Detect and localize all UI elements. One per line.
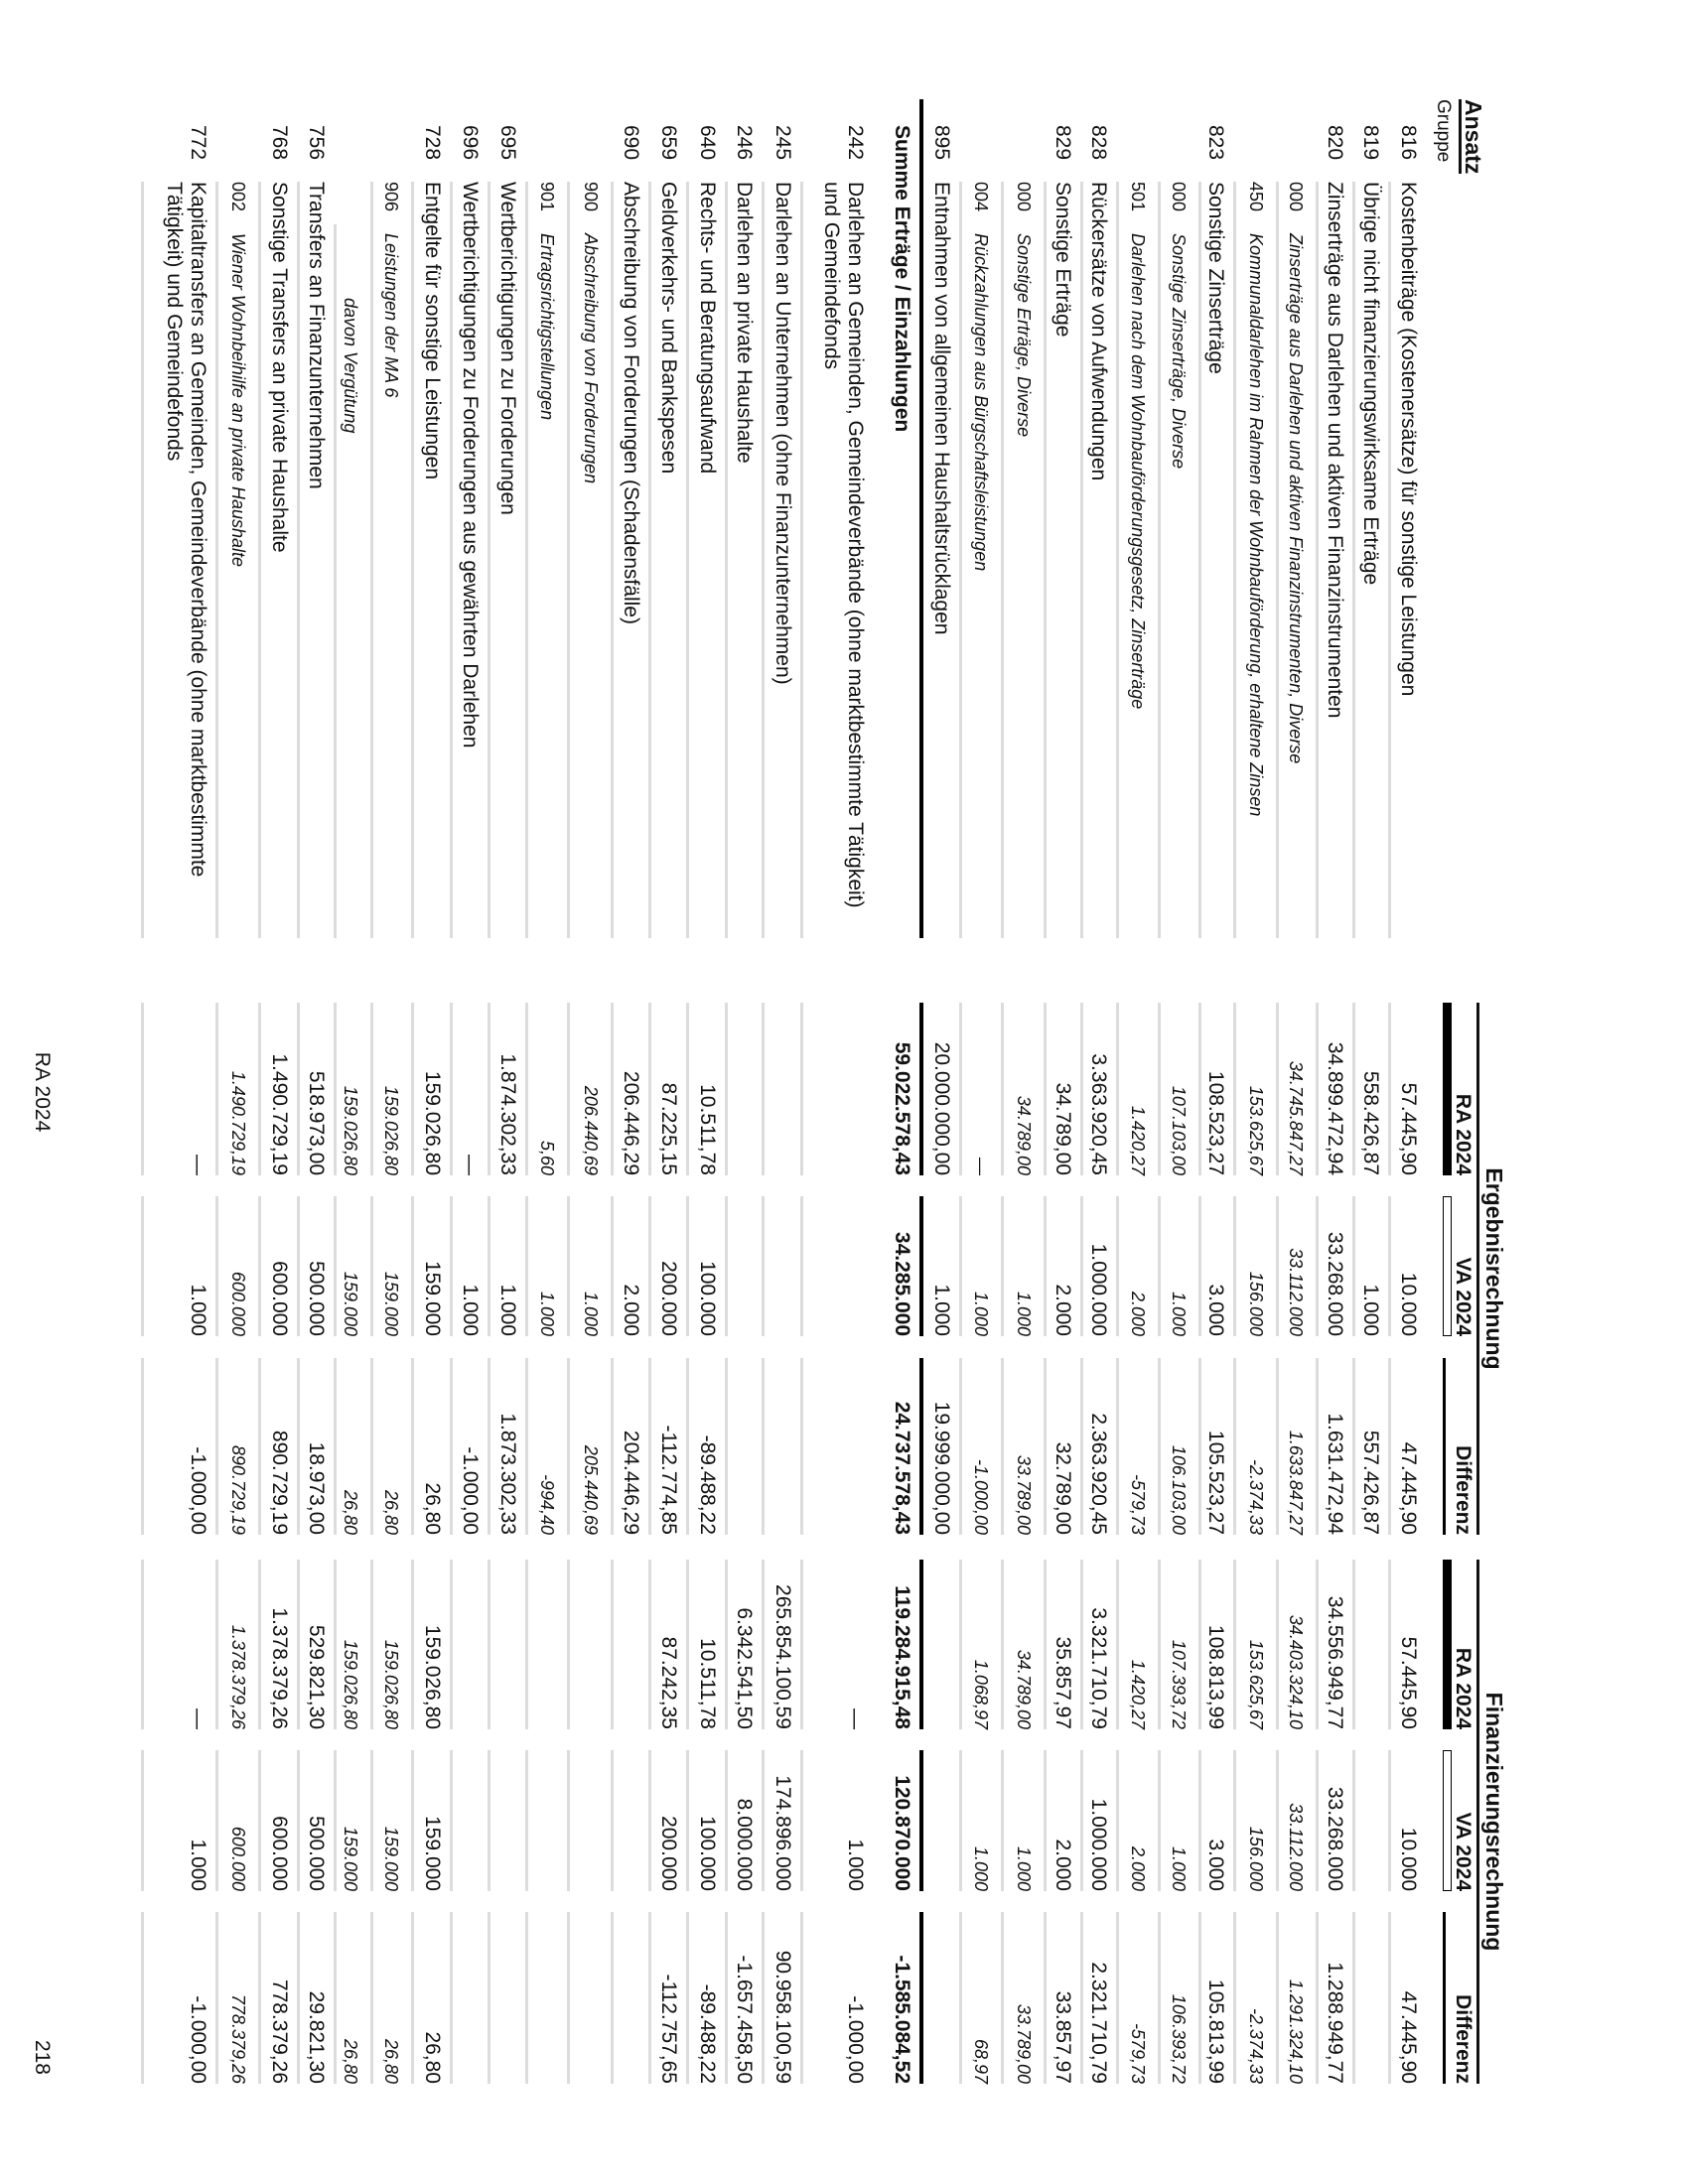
ergebnisrechnung-title: Ergebnisrechnung: [1481, 1167, 1507, 1370]
finanz-diff-value: -1.000,00: [844, 1995, 867, 2084]
finanz-diff-value: 106.393,72: [1169, 1993, 1189, 2084]
finanzierungsrechnung-title: Finanzierungsrechnung: [1481, 1692, 1507, 1952]
ergebnis-va-value: 1.000: [1169, 1291, 1189, 1336]
ansatz-heading: Ansatz: [1461, 99, 1486, 175]
ergebnis-ra-value: 159.026,80: [421, 1070, 444, 1175]
finanz-ra-value: 1.378.379,26: [268, 1607, 291, 1729]
finanz-va-value: 500.000: [305, 1816, 328, 1891]
table-row: [802, 0, 875, 2184]
row-label: Entnahmen von allgemeinen Haushaltsrücklagen: [930, 182, 953, 635]
finanz-va-value: 100.000: [696, 1816, 719, 1891]
finanz-diff-value: 105.813,99: [1204, 1979, 1227, 2084]
table-row: [650, 0, 688, 2184]
row-code: 002: [228, 182, 248, 212]
finanz-ra-value: 35.857,97: [1052, 1636, 1074, 1729]
finanz-ra-value: 1.068,97: [971, 1659, 991, 1729]
table-row: [452, 0, 490, 2184]
ergebnis-va-value: 600.000: [268, 1261, 291, 1336]
row-label: Rückzahlungen aus Bürgschaftsleistungen: [971, 233, 991, 572]
table-row: [569, 0, 613, 2184]
row-code: 895: [930, 125, 953, 161]
sum-rule: [919, 1196, 923, 1336]
finanz-va-value: 156.000: [1246, 1826, 1266, 1891]
table-row: [527, 0, 569, 2184]
ergebnis-va-value: 500.000: [305, 1261, 328, 1336]
row-separator: [141, 1196, 144, 1336]
table-row: [1278, 0, 1318, 2184]
ergebnis-diff-value: 105.523,27: [1204, 1430, 1227, 1535]
finanz-diff-value: -579,73: [1128, 2022, 1148, 2084]
ergebnisrechnung-rule: [1476, 1003, 1479, 1535]
row-label: Zinserträge aus Darlehen und aktiven Finanzinstrumenten: [1324, 182, 1346, 719]
row-label: Ertragsrichtigstellungen: [537, 233, 557, 421]
table-row: [1354, 0, 1390, 2184]
row-code: 000: [1286, 182, 1306, 212]
sum-rule: [919, 1560, 923, 1729]
ergebnis-ra-value: 1.874.302,33: [496, 1053, 519, 1175]
ergebnis-diff-value: 26,80: [421, 1482, 444, 1535]
ergebnis-diff-value: -1.000,00: [459, 1446, 482, 1535]
table-row: [299, 0, 336, 2184]
ergebnis-va-value: 1.000: [537, 1291, 557, 1336]
table-row: [217, 0, 260, 2184]
finanz-ra-value: —: [844, 1708, 867, 1729]
finanz-va-value: 174.896.000: [772, 1775, 794, 1891]
finanz-ra-value: 159.026,80: [381, 1639, 401, 1729]
row-code: 820: [1324, 125, 1346, 161]
ergebnis-diff-value: -112.774,85: [657, 1425, 680, 1535]
finanz-va-value: 1.000: [971, 1845, 991, 1891]
ergebnis-ra-value: 1.490.729,19: [268, 1053, 291, 1175]
ergebnis-ra-value: 153.625,67: [1246, 1085, 1266, 1175]
row-code: 640: [696, 125, 719, 161]
row-code: 450: [1246, 182, 1266, 212]
row-code: 772: [187, 125, 210, 161]
row-label: Kapitaltransfers an Gemeinden, Gemeindeverbände (ohne marktbestimmte Tätigkeit) und Gemeindefonds: [163, 182, 210, 878]
finanz-ra-value: 108.813,99: [1204, 1624, 1227, 1729]
finanz-diff-value: 33.857,97: [1052, 1990, 1074, 2084]
summary-row: [875, 0, 921, 2184]
finanz-va-value: 120.870.000: [891, 1775, 913, 1891]
finanz-diff-value: -1.657.458,50: [733, 1955, 756, 2084]
ergebnis-diff-value: 24.737.578,43: [891, 1401, 913, 1535]
finanz-ra-value: 529.821,30: [305, 1624, 328, 1729]
finanz-ra-value: —: [187, 1708, 210, 1729]
row-separator: [141, 1750, 144, 1891]
table-row: [372, 0, 413, 2184]
ergebnis-ra-value: 1.490.729,19: [228, 1070, 248, 1175]
table-row: [1390, 0, 1428, 2184]
row-label: Kommunaldarlehen im Rahmen der Wohnbauförderung, erhaltene Zinsen: [1246, 233, 1266, 817]
ergebnis-va-value: 600.000: [228, 1271, 248, 1336]
row-label: Sonstige Zinserträge: [1204, 182, 1227, 374]
ergebnis-ra-value: 59.022.578,43: [891, 1041, 913, 1175]
finanz-diff-value: -1.585.084,52: [891, 1955, 913, 2084]
row-label: Wertberichtigungen zu Forderungen: [496, 182, 519, 515]
finanz-va-value: 1.000: [1014, 1845, 1034, 1891]
ergebnis-diff-value: 19.999.000,00: [930, 1401, 953, 1535]
ergebnis-va-value: 1.000: [971, 1291, 991, 1336]
table-row: [1160, 0, 1200, 2184]
row-label: Rechts- und Beratungsaufwand: [696, 182, 719, 475]
row-code: 756: [305, 125, 328, 161]
ergebnis-ra-value: 5,60: [537, 1140, 557, 1175]
row-label: Transfers an Finanzunternehmen: [305, 182, 328, 489]
diff-legend-line: [1443, 1912, 1446, 2084]
ergebnis-va-value: 3.000: [1204, 1284, 1227, 1336]
row-code: 906: [381, 182, 401, 212]
ergebnis-ra-value: 20.000.000,00: [930, 1041, 953, 1175]
finanz-ra-value: 34.403.324,10: [1286, 1614, 1306, 1729]
finanz-va-value: 159.000: [341, 1826, 360, 1891]
row-label: Abschreibung von Forderungen: [581, 233, 601, 484]
row-label: Entgelte für sonstige Leistungen: [421, 182, 444, 480]
finanz-diff-value: 90.958.100,59: [772, 1950, 794, 2084]
table-row: [727, 0, 764, 2184]
finanz-diff-value: 29.821,30: [305, 1990, 328, 2084]
finanz-ra-value: 119.284.915,48: [891, 1585, 913, 1729]
finanz-va-value: 1.000: [844, 1839, 867, 1891]
ergebnis-diff-value: 890.729,19: [268, 1430, 291, 1535]
ergebnis-ra-value: 34.899.472,94: [1324, 1041, 1346, 1175]
ergebnis-ra-value: 34.789,00: [1052, 1082, 1074, 1175]
finanz-va-value: 8.000.000: [733, 1798, 756, 1891]
table-row: [921, 0, 961, 2184]
finanz-va-value: 600.000: [268, 1816, 291, 1891]
row-code: 501: [1128, 182, 1148, 212]
finanz-ra-value: 57.445,90: [1397, 1636, 1420, 1729]
ergebnis-va-value: 200.000: [657, 1261, 680, 1336]
ergebnis-diff-value: 32.789,00: [1052, 1441, 1074, 1535]
row-label: Kostenbeiträge (Kostenersätze) für sonstige Leistungen: [1397, 182, 1420, 697]
ergebnis-va-value: 100.000: [696, 1261, 719, 1336]
finanz-diff-value: 26,80: [381, 2038, 401, 2084]
ergebnis-va-value: 34.285.000: [891, 1231, 913, 1336]
ergebnis-diff-value: -1.000,00: [971, 1458, 991, 1535]
finanz-va-value: 159.000: [381, 1826, 401, 1891]
ergebnis-va-value: 1.000: [581, 1291, 601, 1336]
ergebnis-ra-value: 87.225,15: [657, 1082, 680, 1175]
ergebnis-ra-value: 34.789,00: [1014, 1095, 1034, 1175]
sum-rule: [919, 1358, 923, 1535]
row-label: Wiener Wohnbeihilfe an private Haushalte: [228, 233, 248, 568]
ergebnis-va-value: 1.000: [496, 1284, 519, 1336]
finanz-va-value: 33.268.000: [1324, 1786, 1346, 1891]
finanz-ra-value: 159.026,80: [421, 1624, 444, 1729]
finanz-ra-value: 3.321.710,79: [1087, 1607, 1110, 1729]
row-label: Darlehen an Unternehmen (ohne Finanzunternehmen): [772, 182, 794, 685]
ergebnis-va-value: 1.000: [459, 1284, 482, 1336]
row-separator: [141, 1358, 144, 1535]
row-label: Sonstige Transfers an private Haushalte: [268, 182, 291, 553]
table-row: [961, 0, 1003, 2184]
finanz-va-value: 1.000: [187, 1839, 210, 1891]
ergebnis-va-value: 159.000: [341, 1271, 360, 1336]
ergebnis-va-value: 2.000: [620, 1284, 642, 1336]
sum-rule: [919, 99, 923, 938]
row-code: 816: [1397, 125, 1420, 161]
row-code: 000: [1169, 182, 1189, 212]
ergebnis-va-value: 159.000: [381, 1271, 401, 1336]
table-row: [688, 0, 727, 2184]
row-separator: [141, 182, 144, 938]
finanz-diff-header: Differenz: [1452, 1994, 1474, 2084]
finanz-ra-value: 159.026,80: [341, 1639, 360, 1729]
ergebnis-ra-value: 107.103,00: [1169, 1085, 1189, 1175]
ergebnis-diff-value: 1.631.472,94: [1324, 1413, 1346, 1535]
finanz-ra-header: RA 2024: [1452, 1647, 1474, 1729]
finanz-va-value: 200.000: [657, 1816, 680, 1891]
va-legend-bar: [1443, 1196, 1452, 1336]
row-label: Summe Erträge / Einzahlungen: [891, 125, 913, 433]
finanz-ra-value: 1.420,27: [1128, 1659, 1148, 1729]
finanz-diff-value: -1.000,00: [187, 1995, 210, 2084]
ergebnis-va-header: VA 2024: [1452, 1257, 1474, 1336]
sum-rule: [919, 1912, 923, 2084]
table-row: [260, 0, 299, 2184]
row-code: 823: [1204, 125, 1227, 161]
finanz-ra-value: 107.393,72: [1169, 1639, 1189, 1729]
row-code: 829: [1052, 125, 1074, 161]
ergebnis-ra-value: 159.026,80: [341, 1085, 360, 1175]
ergebnis-diff-value: -89.488,22: [696, 1434, 719, 1535]
ergebnis-va-value: 33.112.000: [1286, 1248, 1306, 1336]
row-code: 728: [421, 125, 444, 161]
row-separator: [141, 1003, 144, 1175]
finanz-ra-value: 6.342.541,50: [733, 1607, 756, 1729]
ergebnis-ra-value: 34.745.847,27: [1286, 1060, 1306, 1175]
row-label: Darlehen an Gemeinden, Gemeindeverbände (ohne marktbestimmte Tätigkeit) und Gemeindefonds: [820, 182, 867, 908]
row-code: 696: [459, 125, 482, 161]
ergebnis-va-value: 1.000: [930, 1284, 953, 1336]
row-label: Darlehen an private Haushalte: [733, 182, 756, 464]
ergebnis-ra-value: 57.445,90: [1397, 1082, 1420, 1175]
footer-page-number: 218: [31, 2039, 54, 2075]
finanz-ra-value: 153.625,67: [1246, 1639, 1266, 1729]
finanz-va-value: 600.000: [228, 1826, 248, 1891]
ergebnis-ra-value: —: [187, 1155, 210, 1175]
finanz-diff-value: -112.757,65: [657, 1974, 680, 2084]
ergebnis-va-value: 2.000: [1128, 1291, 1148, 1336]
ergebnis-diff-value: -994,40: [537, 1473, 557, 1535]
table-row: [143, 0, 217, 2184]
row-label: Leistungen der MA 6: [381, 233, 401, 398]
ergebnis-diff-value: 204.446,29: [620, 1430, 642, 1535]
finanz-diff-value: 26,80: [341, 2038, 360, 2084]
row-code: 768: [268, 125, 291, 161]
row-code: 828: [1087, 125, 1110, 161]
finanz-va-value: 3.000: [1204, 1839, 1227, 1891]
row-code: 246: [733, 125, 756, 161]
diff-legend-line: [1443, 1358, 1446, 1535]
ergebnis-ra-value: 206.440,69: [581, 1085, 601, 1175]
row-label: Geldverkehrs- und Bankspesen: [657, 182, 680, 475]
ergebnis-va-value: 1.000: [1014, 1291, 1034, 1336]
sum-rule: [919, 1003, 923, 1175]
row-separator: [141, 1560, 144, 1729]
ergebnis-diff-value: 1.633.847,27: [1286, 1430, 1306, 1535]
ergebnis-diff-value: -1.000,00: [187, 1446, 210, 1535]
table-row: [1003, 0, 1046, 2184]
finanz-diff-value: 26,80: [421, 2031, 444, 2084]
table-row: [1318, 0, 1354, 2184]
finanz-diff-value: -2.374,33: [1246, 2007, 1266, 2084]
row-code: 659: [657, 125, 680, 161]
ergebnis-ra-value: 558.426,87: [1359, 1070, 1382, 1175]
ergebnis-va-value: 33.268.000: [1324, 1231, 1346, 1336]
row-code: 690: [620, 125, 642, 161]
ergebnis-diff-value: 18.973,00: [305, 1441, 328, 1535]
ergebnis-va-value: 156.000: [1246, 1271, 1266, 1336]
finanz-diff-value: 47.445,90: [1397, 1990, 1420, 2084]
ergebnis-diff-value: 106.103,00: [1169, 1444, 1189, 1535]
row-label: davon Vergütung: [341, 298, 360, 434]
ergebnis-diff-value: 557.426,87: [1359, 1430, 1382, 1535]
row-label: Darlehen nach dem Wohnbauförderungsgesetz, Zinserträge: [1128, 233, 1148, 710]
ergebnis-diff-value: 890.729,19: [228, 1444, 248, 1535]
finanz-diff-value: 68,97: [971, 2038, 991, 2084]
ergebnis-ra-value: 159.026,80: [381, 1085, 401, 1175]
finanz-diff-value: 1.288.949,77: [1324, 1962, 1346, 2084]
table-row: [336, 0, 372, 2184]
table-row: [764, 0, 802, 2184]
table-row: [1235, 0, 1278, 2184]
row-code: 900: [581, 182, 601, 212]
finanz-diff-value: 1.291.324,10: [1286, 1979, 1306, 2084]
finanz-ra-value: 34.789,00: [1014, 1649, 1034, 1729]
row-code: 695: [496, 125, 519, 161]
table-row: [1118, 0, 1160, 2184]
ergebnis-va-value: 10.000: [1397, 1272, 1420, 1336]
finanz-diff-value: 778.379,26: [228, 1993, 248, 2084]
ergebnis-va-value: 2.000: [1052, 1284, 1074, 1336]
finanz-va-value: 159.000: [421, 1816, 444, 1891]
ergebnis-ra-value: 206.446,29: [620, 1070, 642, 1175]
ergebnis-diff-value: 33.789,00: [1014, 1454, 1034, 1535]
row-label: Sonstige Zinserträge, Diverse: [1169, 233, 1189, 470]
ergebnis-va-value: 1.000: [1359, 1284, 1382, 1336]
finanz-va-value: 2.000: [1128, 1845, 1148, 1891]
finanz-ra-value: 1.378.379,26: [228, 1624, 248, 1729]
table-row: [1082, 0, 1118, 2184]
row-label: Sonstige Erträge: [1052, 182, 1074, 338]
ergebnis-ra-value: 108.523,27: [1204, 1070, 1227, 1175]
finanz-va-value: 33.112.000: [1286, 1803, 1306, 1891]
ergebnis-va-value: 1.000: [187, 1284, 210, 1336]
row-code: 245: [772, 125, 794, 161]
row-code: 819: [1359, 125, 1382, 161]
row-code: 000: [1014, 182, 1034, 212]
ergebnis-diff-value: 47.445,90: [1397, 1441, 1420, 1535]
finanz-ra-value: 34.556.949,77: [1324, 1595, 1346, 1729]
ergebnis-diff-value: -579,73: [1128, 1473, 1148, 1535]
ergebnis-diff-value: 1.873.302,33: [496, 1413, 519, 1535]
row-label: Wertberichtigungen zu Forderungen aus gewährten Darlehen: [459, 182, 482, 749]
ergebnis-diff-header: Differenz: [1452, 1445, 1474, 1535]
finanzierungsrechnung-rule: [1476, 1560, 1479, 2084]
finanz-ra-value: 87.242,35: [657, 1636, 680, 1729]
finanz-diff-value: 2.321.710,79: [1087, 1962, 1110, 2084]
row-label: Abschreibung von Forderungen (Schadensfälle): [620, 182, 642, 624]
row-code: 004: [971, 182, 991, 212]
row-separator: [141, 1912, 144, 2084]
finanz-va-value: 10.000: [1397, 1827, 1420, 1891]
ergebnis-ra-value: 1.420,27: [1128, 1105, 1148, 1175]
row-code: 242: [844, 125, 867, 161]
row-label: Übrige nicht finanzierungswirksame Erträge: [1359, 182, 1382, 586]
finanz-ra-value: 265.854.100,59: [772, 1584, 794, 1729]
table-row: [1046, 0, 1082, 2184]
finanz-diff-value: 33.789,00: [1014, 2003, 1034, 2084]
finanz-diff-value: 778.379,26: [268, 1979, 291, 2084]
ergebnis-diff-value: 2.363.920,45: [1087, 1413, 1110, 1535]
finanz-va-value: 1.000.000: [1087, 1798, 1110, 1891]
ergebnis-ra-value: 518.973,00: [305, 1070, 328, 1175]
footer-report-label: RA 2024: [31, 1051, 54, 1133]
sum-rule: [919, 1750, 923, 1891]
ergebnis-ra-value: 3.363.920,45: [1087, 1053, 1110, 1175]
ergebnis-va-value: 159.000: [421, 1261, 444, 1336]
row-code: 901: [537, 182, 557, 212]
ergebnis-diff-value: 26,80: [341, 1489, 360, 1535]
ergebnis-diff-value: 205.440,69: [581, 1444, 601, 1535]
finanz-va-value: 2.000: [1052, 1839, 1074, 1891]
table-row: [1200, 0, 1235, 2184]
table-row: [613, 0, 650, 2184]
table-row: [413, 0, 452, 2184]
ergebnis-ra-value: —: [459, 1155, 482, 1175]
ergebnis-diff-value: 26,80: [381, 1489, 401, 1535]
finanz-va-header: VA 2024: [1452, 1812, 1474, 1891]
finanz-va-value: 1.000: [1169, 1845, 1189, 1891]
ergebnis-va-value: 1.000.000: [1087, 1243, 1110, 1336]
ergebnis-ra-value: —: [971, 1158, 991, 1175]
finanz-diff-value: -89.488,22: [696, 1983, 719, 2084]
gruppe-subheading: Gruppe: [1433, 99, 1454, 163]
ergebnis-ra-header: RA 2024: [1452, 1093, 1474, 1175]
ra-legend-bar: [1443, 1003, 1452, 1175]
ergebnis-ra-value: 10.511,78: [696, 1084, 719, 1175]
row-label: Zinserträge aus Darlehen und aktiven Finanzinstrumenten, Diverse: [1286, 233, 1306, 764]
row-label: Rückersätze von Aufwendungen: [1087, 182, 1110, 481]
table-row: [490, 0, 527, 2184]
row-label: Sonstige Erträge, Diverse: [1014, 233, 1034, 438]
ergebnis-diff-value: -2.374,33: [1246, 1458, 1266, 1535]
va-legend-bar: [1443, 1750, 1452, 1891]
finanz-ra-value: 10.511,78: [696, 1638, 719, 1729]
ra-legend-bar: [1443, 1560, 1452, 1729]
